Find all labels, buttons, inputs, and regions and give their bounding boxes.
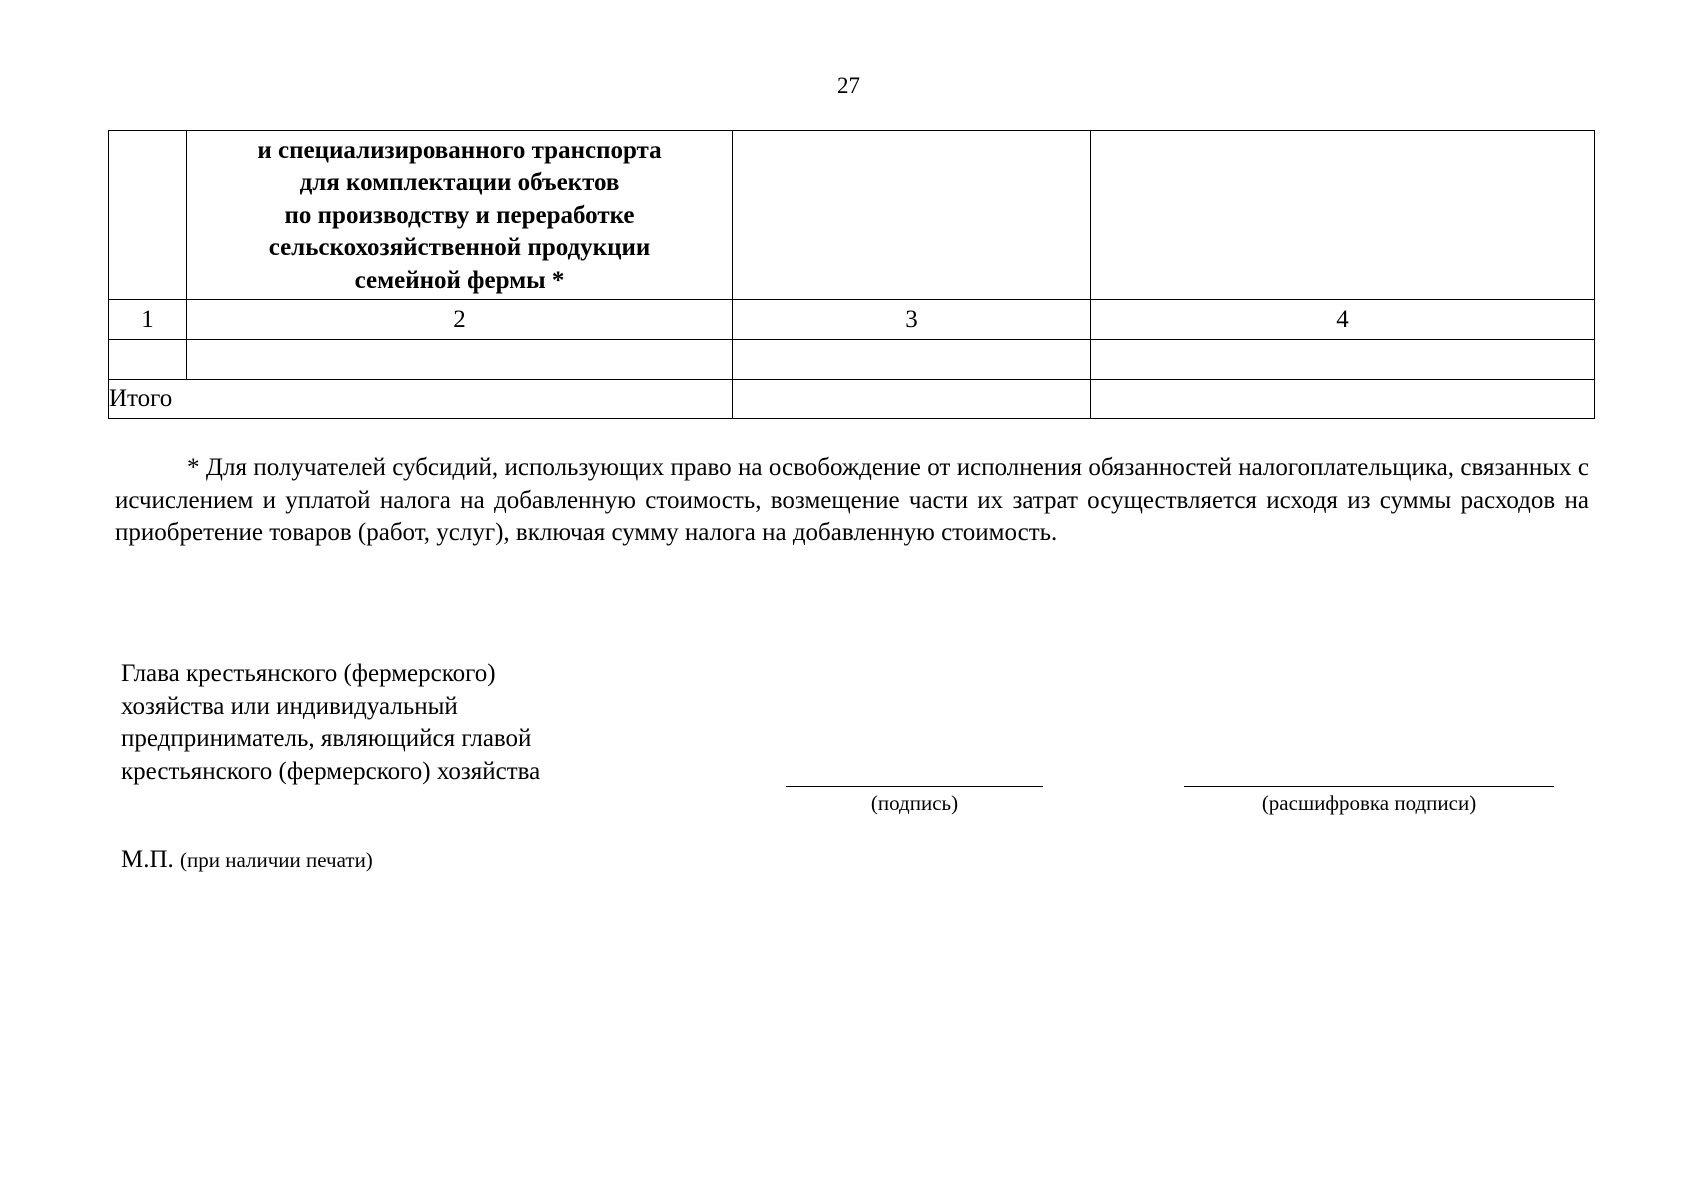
header-text-line: семейной фермы * [354, 266, 565, 294]
stamp-label: М.П. [121, 846, 174, 873]
signature-decoding-caption: (расшифровка подписи) [1261, 791, 1477, 815]
signer-title-line: Глава крестьянского (фермерского) [121, 660, 496, 687]
footnote: * Для получателей субсидий, использующих право на освобождение от исполнения обязанностей налогоплательщика, связанных с исчислением и уплатой налога на добавленную стоимость, возмещение части их затрат осуществляется исходя из суммы расходов на приобретение товаров (работ, услуг), включая сумму налога на добавленную стоимость. [115, 454, 1589, 546]
table-cell [109, 340, 187, 380]
column-number-cell: 3 [733, 300, 1091, 340]
header-text-line: по производству и переработке [284, 201, 635, 229]
column-number-cell: 2 [187, 300, 733, 340]
signature-caption: (подпись) [870, 791, 959, 815]
signer-title-line: хозяйства или индивидуальный [121, 692, 458, 720]
total-row [109, 380, 1595, 419]
signature-line [786, 786, 1043, 787]
header-text-line: сельскохозяйственной продукции [268, 234, 651, 262]
page-number: 27 [837, 73, 860, 98]
stamp-note: (при наличии печати) [180, 848, 373, 872]
table-cell [109, 131, 187, 300]
table-cell [1091, 380, 1595, 419]
table-cell [187, 340, 733, 380]
stamp-place [121, 844, 373, 876]
header-text-line: и специализированного транспорта [257, 136, 662, 164]
signer-title-line: предприниматель, являющийся главой [121, 725, 532, 752]
signer-title [121, 658, 540, 788]
table-cell [733, 380, 1091, 419]
table-header-cell [187, 131, 733, 300]
table-cell [733, 131, 1091, 300]
data-table [108, 130, 1595, 419]
header-text-line: для комплектации объектов [299, 169, 620, 197]
table-row [109, 340, 1595, 380]
table-cell [733, 340, 1091, 380]
column-number-cell: 4 [1091, 300, 1595, 340]
signature-decoding-line [1184, 786, 1554, 787]
signer-title-line: крестьянского (фермерского) хозяйства [121, 757, 541, 785]
column-number-row [109, 300, 1595, 340]
table-cell [1091, 131, 1595, 300]
table-cell [1091, 340, 1595, 380]
column-number-cell: 1 [109, 300, 187, 340]
total-label: Итого [109, 380, 733, 419]
table-header-continuation-row [109, 131, 1595, 300]
